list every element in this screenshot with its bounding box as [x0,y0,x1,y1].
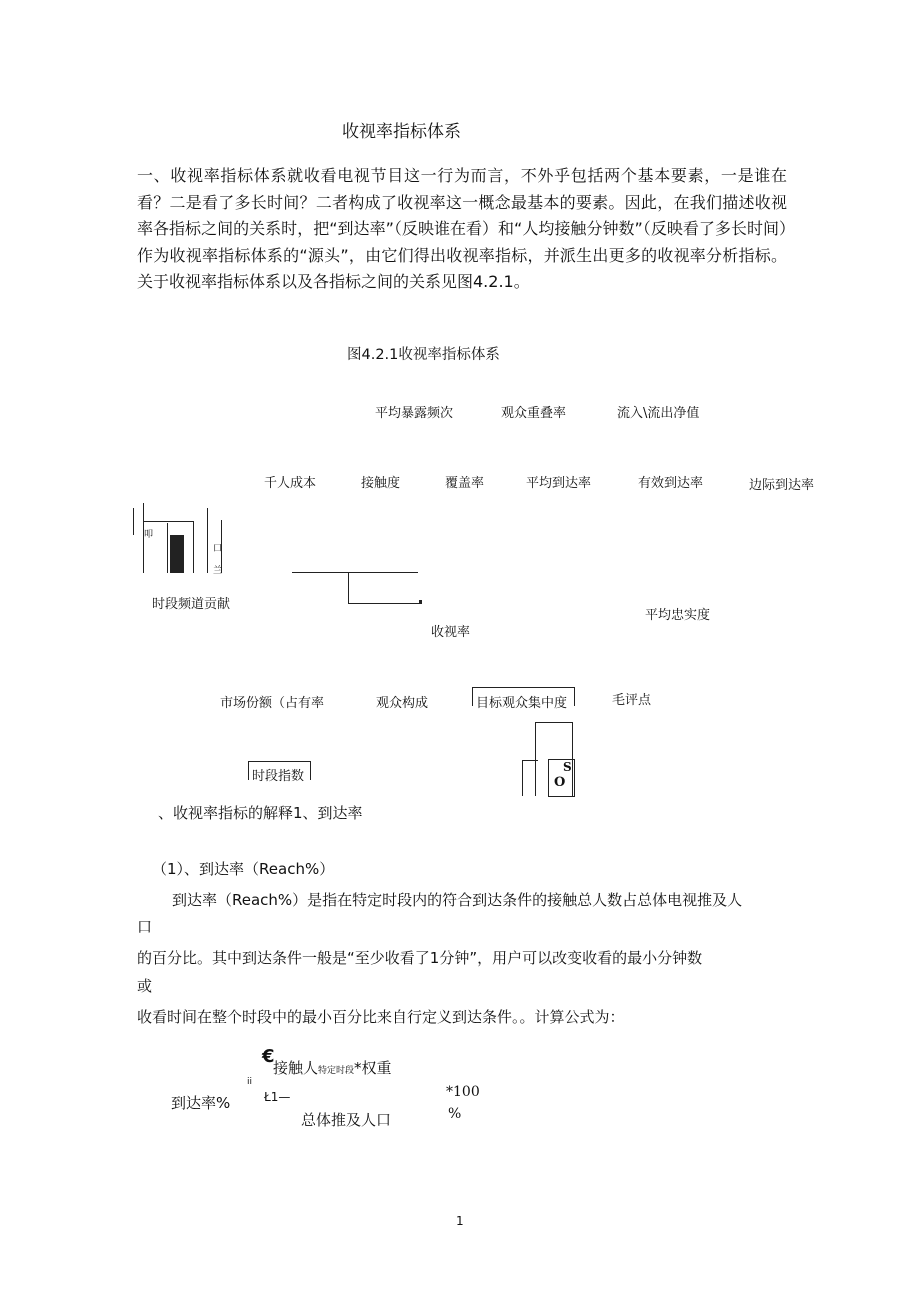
diagram-line [248,761,249,780]
node-target-concentration: 目标观众集中度 [476,696,568,711]
sigma-symbol: € [262,1046,275,1067]
node-marginal-reach: 边际到达率 [749,478,815,493]
diagram-line [522,760,523,796]
node-period-channel-contribution: 时段频道贡献 [152,597,231,612]
node-avg-exposure-frequency: 平均暴露频次 [375,406,454,421]
diagram-line [207,508,208,573]
page-number: 1 [456,1214,464,1228]
node-effective-reach: 有效到达率 [638,476,704,491]
diagram-line [143,521,193,522]
diagram-line [419,600,422,604]
node-audience-overlap: 观众重叠率 [501,406,567,421]
numerator-weight: *权重 [354,1059,392,1077]
diagram-line [292,572,418,573]
fragment-text: O [554,775,566,790]
diagram-line [248,761,310,762]
body-line: 口 [137,918,153,936]
node-avg-reach: 平均到达率 [526,476,592,491]
formula-left-label: 到达率% [171,1094,231,1112]
formula-percent: % [448,1106,462,1122]
node-cpm: 千人成本 [264,476,317,491]
node-coverage: 覆盖率 [445,476,485,491]
numerator-subscript: 特定时段 [318,1066,355,1076]
fraction-mark: Ł1— [264,1090,291,1104]
node-grp: 毛评点 [612,693,652,708]
diagram-line [574,687,575,706]
diagram-line [348,603,420,604]
diagram-line [522,760,538,761]
diagram-line [535,722,536,796]
node-in-out-net: 流入\流出净值 [617,406,700,421]
diagram-line [310,761,311,780]
diagram-line [535,722,573,723]
formula-denominator: 总体推及人口 [301,1111,392,1129]
diagram-line [472,687,473,706]
node-contact: 接触度 [361,476,401,491]
formula-multiplier: *100 [446,1084,480,1100]
numerator-main: 接触人 [273,1059,319,1077]
node-avg-loyalty: 平均忠实度 [645,608,711,623]
intro-paragraph: 一、收视率指标体系就收看电视节目这一行为而言，不外乎包括两个基本要素，一是谁在看？二是看了多长时间？二者构成了收视率这一概念最基本的要素。因此，在我们描述收视率各指标之间的关系时，把“到达率”（反映谁在看）和“人均接触分钟数”（反映看了多长时间）作为收视率指标体系的“源头”，由它们得出收视率指标，并派生出更多的收视率分析指标。关于收视率指标体系以及各指标之间的关系见图4.2.1。 [137,166,787,291]
node-rating: 收视率 [431,625,471,640]
subheading: （1）、到达率（Reach%） [152,860,335,878]
node-market-share: 市场份额（占有率 [220,696,325,711]
body-line: 收看时间在整个时段中的最小百分比来自行定义到达条件。。计算公式为： [137,1008,625,1026]
fragment-text: 口 [213,544,223,554]
diagram-line [472,687,575,688]
body-line: 的百分比。其中到达条件一般是“至少收看了1分钟”，用户可以改变收看的最小分钟数 [137,949,703,967]
diagram-line [167,523,168,573]
fragment-text: 叩 [144,530,154,540]
diagram-line [193,521,194,573]
diagram-line [348,572,349,604]
node-period-index: 时段指数 [252,769,305,784]
fragment-text: S [563,760,572,774]
figure-caption: 图4.2.1收视率指标体系 [347,347,500,363]
diagram-line [133,508,134,535]
formula-index: ii [247,1077,253,1087]
body-line: 或 [137,977,153,995]
page-title: 收视率指标体系 [342,122,461,142]
fragment-text: 兰 [213,566,223,576]
diagram-shaded-bar [170,535,184,573]
section-heading: 、收视率指标的解释1、到达率 [158,804,363,822]
node-audience-composition: 观众构成 [376,696,429,711]
formula-numerator [273,1057,392,1078]
body-line: 到达率（Reach%）是指在特定时段内的符合到达条件的接触总人数占总体电视推及人 [172,891,743,909]
